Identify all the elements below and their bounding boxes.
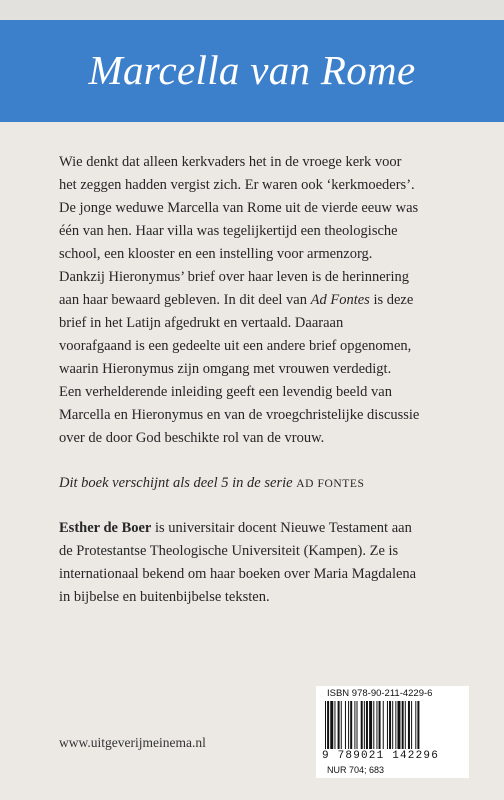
author-bio [59,517,439,609]
series-note [59,472,439,496]
isbn-label: ISBN 978-90-211-4229-6 [327,688,433,699]
bio-line: de Protestantse Theologische Universiteit (Kampen). Ze is [59,543,399,559]
book-title: Marcella van Rome [88,47,416,93]
top-strip [0,0,504,20]
blurb-line: waarin Hieronymus zijn omgang met vrouwen verdedigt. [59,361,392,377]
cover-text [59,151,439,609]
blurb-line: aan haar bewaard gebleven. In dit deel van [59,292,311,308]
bio-line: in bijbelse en buitenbijbelse teksten. [59,589,270,605]
blurb-line: over de door God beschikte rol van de vrouw. [59,430,325,446]
blurb [59,151,444,450]
author-name: Esther de Boer [59,520,152,536]
blurb-line: voorafgaand is een gedeelte uit een andere brief opgenomen, [59,338,412,354]
series-text: Dit boek verschijnt als deel 5 in de serie [59,475,293,491]
blurb-line: Wie denkt dat alleen kerkvaders het in de vroege kerk voor [59,154,402,170]
barcode-icon [324,701,460,749]
blurb-line: brief in het Latijn afgedrukt en vertaald. Daaraan [59,315,344,331]
publisher-website: www.uitgeverijmeinema.nl [59,735,206,750]
barcode-digits: 9 789021 142296 [322,750,440,762]
series-name: AD FONTES [296,478,365,490]
blurb-line: is deze [369,292,414,308]
bio-line: is universitair docent Nieuwe Testament aan [151,520,412,536]
series-title-inline: Ad Fontes [310,292,370,308]
blurb-line: één van hen. Haar villa was tegelijkertijd een theologische [59,223,398,239]
blurb-line: De jonge weduwe Marcella van Rome uit de vierde eeuw was [59,200,419,216]
blurb-line: school, een klooster en een instelling voor armenzorg. [59,246,373,262]
blurb-line: Dankzij Hieronymus’ brief over haar leven is de herinnering [59,269,410,285]
blurb-line: Marcella en Hieronymus en van de vroegchristelijke discussie [59,407,420,423]
barcode-box [316,686,469,778]
bio-line: internationaal bekend om haar boeken over Maria Magdalena [59,566,417,582]
blurb-line: het zeggen hadden vergist zich. Er waren ook ‘kerkmoeders’. [59,177,415,193]
blurb-line: Een verhelderende inleiding geeft een levendig beeld van [59,384,392,400]
nur-label: NUR 704; 683 [327,765,385,775]
